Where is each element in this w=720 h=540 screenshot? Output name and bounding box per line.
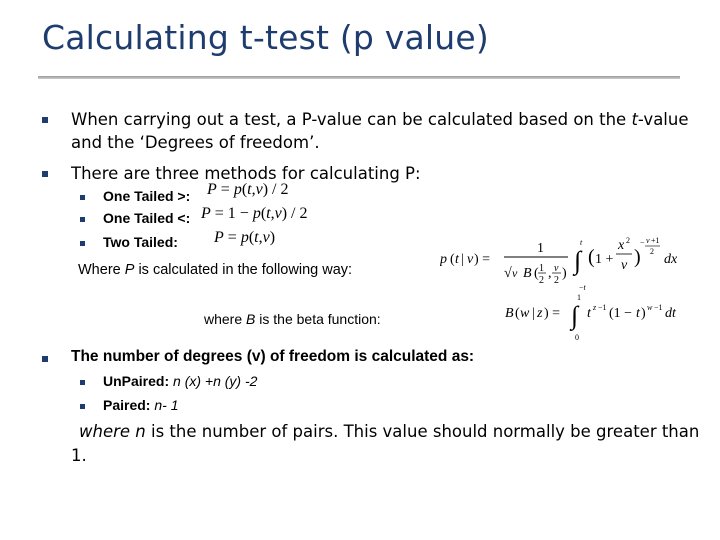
- svg-text:(1 −: (1 −: [609, 306, 633, 321]
- bullet-1-text: When carrying out a test, a P-value can be calculated based on the: [71, 110, 632, 129]
- page-title: Calculating t-test (p value): [42, 18, 489, 57]
- svg-text:v: v: [646, 236, 650, 245]
- title-divider: [38, 76, 680, 79]
- bullet-2-text: There are three methods for calculating P:: [71, 164, 421, 183]
- svg-text:p: p: [440, 252, 447, 267]
- sub-bullet-icon: [80, 380, 85, 385]
- svg-text:|: |: [461, 252, 464, 267]
- svg-text:t: t: [587, 306, 591, 321]
- sub-bullet-icon: [80, 241, 85, 246]
- where-p-a: Where: [78, 262, 125, 278]
- bullet-icon: [42, 171, 48, 177]
- svg-text:dx: dx: [664, 252, 678, 267]
- unpaired-line: [103, 373, 257, 389]
- svg-text:t: t: [455, 252, 459, 267]
- where-p-b: is calculated in the following way:: [134, 262, 353, 278]
- where-p-text: [78, 262, 352, 278]
- note-where-n: where n: [79, 422, 146, 441]
- paired-label: Paired:: [103, 397, 155, 413]
- svg-text:t: t: [636, 306, 640, 321]
- svg-text:v: v: [512, 266, 518, 280]
- svg-text:): ): [562, 266, 567, 281]
- bullet-icon: [42, 356, 48, 362]
- svg-text:,: ,: [548, 266, 552, 281]
- svg-text:1 +: 1 +: [595, 252, 614, 267]
- sub-bullet-label: One Tailed <:: [103, 210, 191, 226]
- formula-one-tailed-less: P = 1 − p(t,v) / 2: [201, 205, 308, 222]
- svg-text:|: |: [532, 306, 535, 321]
- beta-function-formula: [505, 292, 685, 342]
- sub-bullet-label: Two Tailed:: [103, 234, 178, 250]
- where-p-P: P: [124, 262, 135, 278]
- svg-text:−1: −1: [654, 303, 663, 312]
- svg-text:1: 1: [539, 263, 544, 274]
- svg-text:v: v: [467, 252, 474, 267]
- svg-text:(: (: [588, 246, 595, 268]
- paired-line: [103, 397, 178, 413]
- svg-text:w: w: [647, 303, 653, 312]
- unpaired-formula: n (x) +n (y) -2: [173, 373, 258, 389]
- paired-formula: n- 1: [154, 397, 179, 413]
- note-line-1: [79, 422, 699, 441]
- note-line-2: 1.: [71, 446, 87, 465]
- svg-text:0: 0: [575, 333, 579, 342]
- svg-text:B: B: [523, 266, 532, 281]
- svg-text:−: −: [640, 238, 645, 247]
- svg-text:1: 1: [537, 241, 544, 256]
- unpaired-label: UnPaired:: [103, 373, 174, 389]
- svg-text:B: B: [505, 306, 514, 321]
- svg-text:(: (: [534, 266, 539, 281]
- svg-text:dt: dt: [665, 306, 676, 321]
- svg-text:+1: +1: [651, 236, 660, 245]
- bullet-3-text: The number of degrees (v) of freedom is calculated as:: [71, 348, 475, 365]
- sub-bullet-icon: [80, 217, 85, 222]
- bullet-1-line-1: [71, 110, 689, 129]
- svg-text:) =: ) =: [474, 252, 491, 267]
- svg-text:√: √: [504, 266, 512, 281]
- sub-bullet-icon: [80, 404, 85, 409]
- svg-text:): ): [641, 306, 646, 321]
- svg-text:(: (: [515, 306, 520, 321]
- sub-bullet-label: One Tailed >:: [103, 188, 191, 204]
- bullet-1-line-2: and the ‘Degrees of freedom’.: [71, 133, 320, 152]
- svg-text:t: t: [580, 238, 583, 247]
- where-b-a: where: [204, 311, 247, 327]
- where-b-B: B: [246, 311, 256, 327]
- bullet-icon: [42, 117, 48, 123]
- svg-text:∫: ∫: [571, 301, 579, 330]
- svg-text:1: 1: [577, 293, 581, 302]
- svg-text:∫: ∫: [574, 246, 582, 275]
- svg-text:−t: −t: [579, 283, 586, 292]
- p-value-formula: [440, 235, 685, 295]
- where-b-text: [204, 311, 381, 327]
- svg-text:2: 2: [650, 247, 654, 256]
- svg-text:z: z: [593, 303, 597, 312]
- where-b-b: is the beta function:: [255, 311, 381, 327]
- svg-text:v: v: [554, 263, 559, 274]
- note-text: is the number of pairs. This value should normally be greater than: [145, 422, 700, 441]
- svg-text:2: 2: [539, 275, 544, 286]
- bullet-1-t: t: [631, 110, 638, 129]
- formula-one-tailed-greater: P = p(t,v) / 2: [207, 181, 289, 198]
- svg-text:z: z: [537, 306, 543, 321]
- svg-text:): ): [634, 246, 641, 268]
- svg-text:2: 2: [626, 236, 630, 245]
- svg-text:v: v: [621, 258, 628, 273]
- svg-text:x: x: [618, 238, 625, 253]
- formula-two-tailed: P = p(t,v): [214, 229, 276, 246]
- svg-text:) =: ) =: [544, 306, 561, 321]
- svg-text:(: (: [450, 252, 455, 267]
- sub-bullet-icon: [80, 195, 85, 200]
- svg-text:2: 2: [554, 275, 559, 286]
- svg-text:w: w: [520, 306, 530, 321]
- svg-text:−1: −1: [598, 303, 607, 312]
- bullet-1-text-end: -value: [637, 110, 689, 129]
